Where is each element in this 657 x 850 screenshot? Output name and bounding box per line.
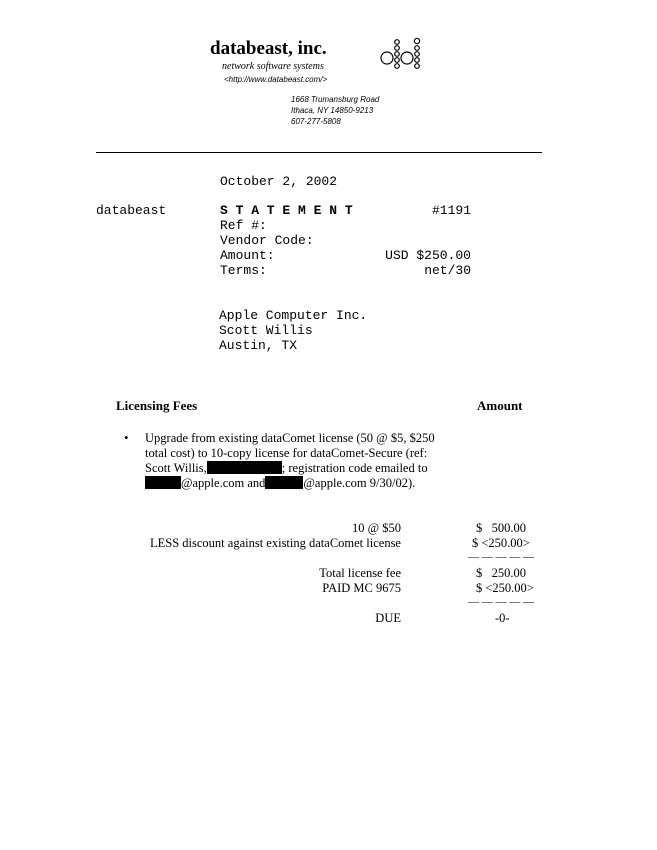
company-address-line1: 1668 Trumansburg Road xyxy=(291,95,380,104)
logo-circle xyxy=(414,38,419,43)
recipient-city: Austin, TX xyxy=(219,338,298,353)
due-label: DUE xyxy=(375,611,401,625)
fee-description-text: ; registration code emailed to xyxy=(281,461,428,475)
company-address-line2: Ithaca, NY 14850-9213 xyxy=(291,106,374,115)
logo-circle xyxy=(415,58,420,63)
vendor-code-label: Vendor Code: xyxy=(220,233,314,248)
company-logo-icon xyxy=(376,37,424,69)
bullet-icon: • xyxy=(124,430,129,445)
company-tagline: network software systems xyxy=(222,61,324,72)
company-phone: 607-277-5808 xyxy=(291,117,341,126)
fee-description-line xyxy=(145,476,415,491)
logo-circle xyxy=(395,58,400,63)
amount-heading: Amount xyxy=(477,398,523,413)
logo-circle xyxy=(401,52,413,64)
fee-description-text: @apple.com and xyxy=(181,476,266,490)
terms-value: net/30 xyxy=(424,263,471,278)
fee-description-text: Scott Willis, xyxy=(145,461,207,475)
redaction-bar xyxy=(207,461,282,474)
amount-value: USD $250.00 xyxy=(385,248,471,263)
amount-label: Amount: xyxy=(220,248,275,263)
fee-description-line: Upgrade from existing dataComet license (50 @ $5, $250 xyxy=(145,431,435,445)
line-item-label: PAID MC 9675 xyxy=(322,581,401,595)
logo-circle xyxy=(415,64,420,69)
line-item-label: LESS discount against existing dataComet license xyxy=(149,536,401,550)
company-name: databeast, inc. xyxy=(210,38,327,59)
recipient-company: Apple Computer Inc. xyxy=(219,308,368,323)
statement-from: databeast xyxy=(96,203,167,218)
fee-description-text: @apple.com 9/30/02). xyxy=(303,476,416,490)
line-item-label: 10 @ $50 xyxy=(351,521,401,535)
line-item-value: $ 250.00 xyxy=(476,566,526,580)
header-divider xyxy=(96,152,542,153)
logo-circle xyxy=(395,64,400,69)
ref-label: Ref #: xyxy=(220,218,267,233)
fees-heading: Licensing Fees xyxy=(116,398,198,413)
logo-circle xyxy=(395,46,400,51)
terms-label: Terms: xyxy=(220,263,267,278)
line-item-value: $ <250.00> xyxy=(472,536,530,550)
logo-circle xyxy=(381,52,393,64)
logo-circle xyxy=(415,52,420,57)
logo-circle xyxy=(415,46,420,51)
statement-number: #1191 xyxy=(432,203,472,218)
line-item-value: $ <250.00> xyxy=(476,581,534,595)
logo-circle xyxy=(395,52,400,57)
recipient-name: Scott Willis xyxy=(219,323,313,338)
logo-circle xyxy=(395,40,400,45)
statement-date: October 2, 2002 xyxy=(220,174,338,189)
redaction-bar xyxy=(265,476,303,489)
line-item-value: $ 500.00 xyxy=(476,521,526,535)
separator-line: — — — — — xyxy=(468,551,534,563)
fee-description-line xyxy=(145,461,428,476)
statement-title: S T A T E M E N T xyxy=(220,203,353,218)
redaction-bar xyxy=(145,476,181,489)
fee-description-line: total cost) to 10-copy license for dataComet-Secure (ref: xyxy=(145,446,428,460)
company-url: <http://www.databeast.com/> xyxy=(224,75,328,84)
due-value: -0- xyxy=(495,611,510,625)
separator-line: — — — — — xyxy=(468,596,534,608)
line-item-label: Total license fee xyxy=(319,566,401,580)
